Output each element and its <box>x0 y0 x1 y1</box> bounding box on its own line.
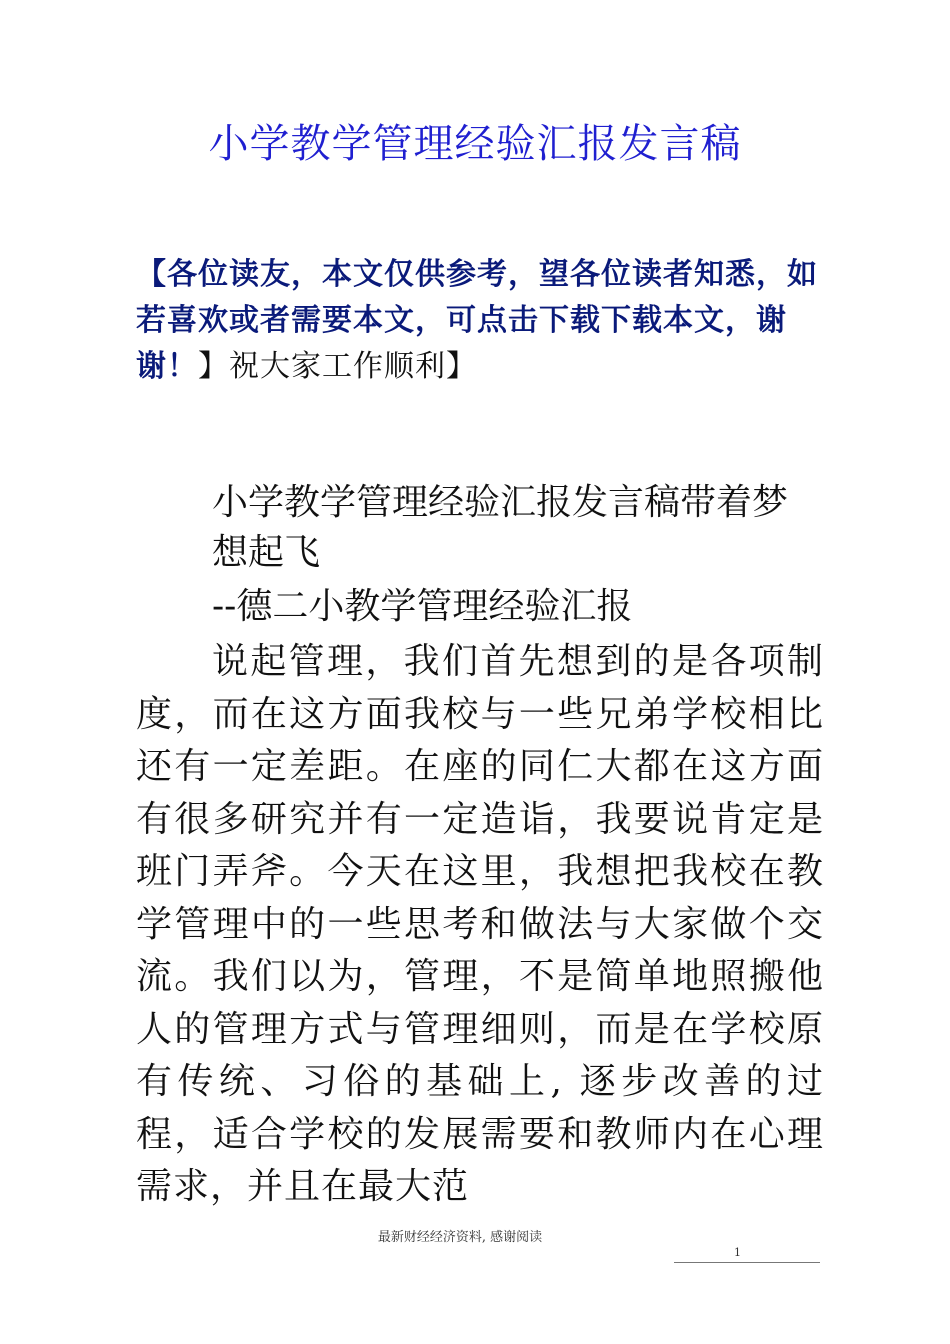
body-paragraph: 说起管理，我们首先想到的是各项制度，而在这方面我校与一些兄弟学校相比还有一定差距。在座的同仁大都在这方面有很多研究并有一定造诣，我要说肯定是班门弄斧。今天在这里，我想把我校在教学管理中的一些思考和做法与大家做个交流。我们以为，管理，不是简单地照搬他人的管理方式与管理细则，而是在学校原有传统、习俗的基础上, 逐步改善的过程，适合学校的发展需要和教师内在心理需求，并且在最大范 <box>136 641 824 1207</box>
document-title: 小学教学管理经验汇报发言稿 <box>208 121 742 167</box>
page-number: 1 <box>734 1246 741 1259</box>
notice-tail: 】祝大家工作顺利】 <box>198 349 477 384</box>
subtitle-line-1: 小学教学管理经验汇报发言稿带着梦想起飞 <box>212 482 789 573</box>
reader-notice <box>136 252 826 390</box>
page-footer: 最新财经经济资料, 感谢阅读 <box>377 1230 543 1245</box>
subtitle-line-2: --德二小教学管理经验汇报 <box>212 586 633 627</box>
notice-main: 【各位读友，本文仅供参考，望各位读者知悉，如若喜欢或者需要本文，可点击下载下载本文，谢谢！ <box>136 257 818 384</box>
page-number-rule <box>674 1262 820 1263</box>
